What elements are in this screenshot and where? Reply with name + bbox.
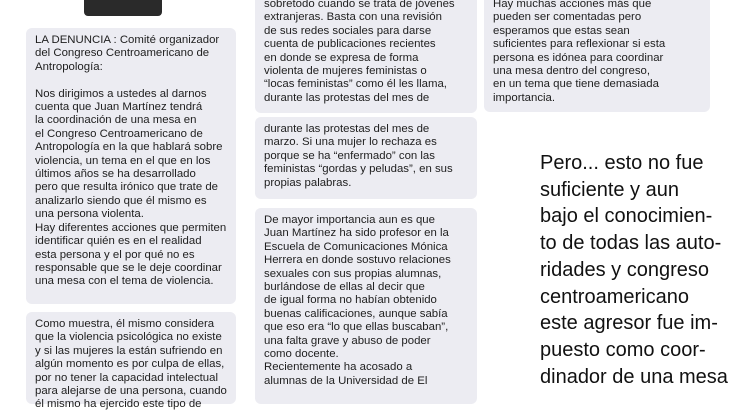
message-text: De mayor importancia aun es que Juan Martínez ha sido profesor en la Escuela de Comunicaciones Mónica Herrera en donde sostuvo relaciones sexuales con sus propias alumnas, burlándose de ellas al decir que de igual forma no habían obtenido buenas calificaciones, aunque sabía que eso era “lo que ellas buscaban”, una falta grave y abuso de poder como docente. Recientemente ha acosado a alumnas de la Universidad de El xyxy=(264,214,451,387)
message-text: durante las protestas del mes de marzo. Si una mujer lo rechaza es porque se ha “enfermado” con las feministas “gordas y peludas”, en sus propias palabras. xyxy=(264,123,453,189)
message-text: Hay muchas acciones más que pueden ser comentadas pero esperamos que estas sean suficientes para reflexionar si esta persona es idónea para coordinar una mesa dentro del congreso, en un tema que tiene demasiada importancia. xyxy=(493,0,666,104)
message-bubble-acciones xyxy=(484,0,710,112)
message-bubble-redes xyxy=(255,0,477,113)
message-bubble-denuncia xyxy=(26,28,236,304)
message-text: Como muestra, él mismo considera que la violencia psicológica no existe y si las mujeres la están sufriendo en algún momento es por culpa de ellas, por no tener la capacidad intelectual para alejarse de una persona, cuando él mismo ha ejercido este tipo de xyxy=(35,318,227,411)
message-bubble-profesor xyxy=(255,208,477,404)
message-text: sobretodo cuando se trata de jóvenes extranjeras. Basta con una revisión de sus redes sociales para darse cuenta de publicaciones recientes en donde se expresa de forma violenta de mujeres feministas o “locas feministas” como él les llama, durante las protestas del mes de xyxy=(264,0,455,104)
caption-text: Pero... esto no fue suficiente y aun bajo el conocimien- to de todas las auto- ridades y congreso centroamericano este agresor fue im- puesto como coor- dinador de una mesa xyxy=(540,152,728,388)
profile-photo xyxy=(84,0,162,16)
message-bubble-marzo xyxy=(255,117,477,199)
message-bubble-muestra xyxy=(26,312,236,411)
message-text: LA DENUNCIA : Comité organizador del Congreso Centroamericano de Antropología: Nos dirigimos a ustedes al darnos cuenta que Juan Martínez tendrá la coordinación de una mesa en el Congreso Centroamericano de Antropología en la que hablará sobre violencia, un tema en el que en los últimos años se ha desarrollado pero que resulta irónico que trate de analizarlo siendo que él mismo es una persona violenta. Hay diferentes acciones que permiten identificar quién es en el realidad esta persona y el por qué no es responsable que se le deje coordinar una mesa con el tema de violencia. xyxy=(35,34,227,288)
